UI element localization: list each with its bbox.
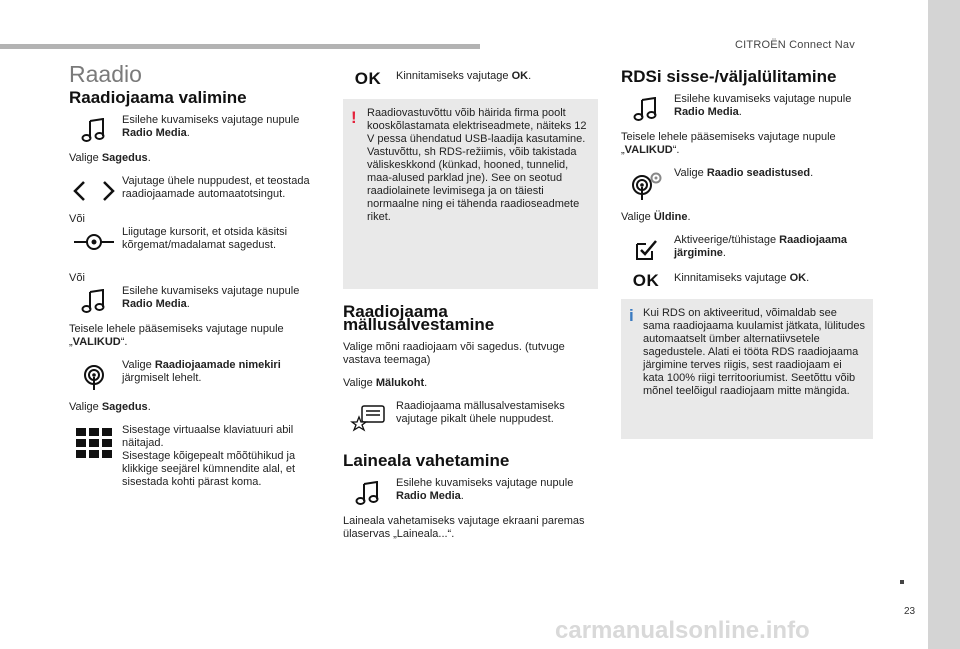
instruction: Teisele lehele pääsemiseks vajutage nupule „VALIKUD“.: [621, 131, 836, 156]
instruction: Valige Sagedus.: [69, 401, 151, 413]
music-note-icon: [621, 93, 671, 121]
radio-list-icon: [69, 359, 119, 391]
info-icon: i: [629, 306, 634, 325]
column-1: [69, 60, 324, 499]
heading-station-select: Raadiojaama valimine: [69, 88, 247, 107]
instruction: Valige Sagedus.: [69, 152, 151, 164]
watermark: carmanualsonline.info: [555, 617, 810, 644]
step-radio-media: Esilehe kuvamiseks vajutage nupule Radio Media.: [69, 114, 324, 142]
ok-icon: OK: [354, 69, 382, 88]
step-radio-media-4: Esilehe kuvamiseks vajutage nupule Radio Media.: [621, 93, 873, 121]
side-margin: [928, 0, 960, 649]
step-preset-press: Raadiojaama mällusalvestamiseks vajutage pikalt ühele nuppudest.: [343, 400, 598, 432]
or-label: Või: [69, 272, 85, 284]
music-note-icon: [69, 285, 119, 313]
chevron-left-right-icon: [69, 175, 119, 203]
preset-star-icon: [343, 400, 393, 432]
music-note-icon: [69, 114, 119, 142]
footer-dot: [900, 580, 904, 584]
heading-rds-toggle: RDSi sisse-/väljalülitamine: [621, 67, 837, 86]
brand-label: CITROËN Connect Nav: [735, 39, 855, 51]
instruction: Valige Mälukoht.: [343, 377, 428, 389]
heading-preset-store: Raadiojaama mällusalvestamine: [343, 302, 495, 334]
step-station-list: Valige Raadiojaamade nimekiri järgmiselt lehelt.: [69, 359, 324, 391]
keypad-icon: [69, 424, 119, 458]
step-confirm-ok: OK Kinnitamiseks vajutage OK.: [343, 70, 598, 85]
column-3: [621, 60, 873, 439]
page-number: 23: [904, 606, 916, 617]
radio-settings-icon: [621, 167, 671, 201]
instruction: Valige Üldine.: [621, 211, 691, 223]
instruction: Laineala vahetamiseks vajutage ekraani paremas ülaservas „Laineala...“.: [343, 515, 585, 540]
warning-box: ! Raadiovastuvõttu võib häirida firma poolt kooskõlastamata elektriseadmete, näiteks 12 V pessa ühendatud USB-laadija kasutamine. Vastuvõttu, sh RDS-režiimis, võib takistada väliskeskkond (künkad, hooned, tunnelid, maa-alused parklad jne). See on seotud raadiolainete levimisega ja on täiesti normaalne ning ei tähenda raadioseadmete riket.: [343, 99, 598, 289]
warning-icon: !: [351, 108, 357, 127]
step-station-follow: Aktiveerige/tühistage Raadiojaama järgimine.: [621, 234, 873, 262]
or-label: Või: [69, 213, 85, 225]
section-title: Raadio: [69, 61, 142, 87]
music-note-icon: [343, 477, 393, 505]
info-box: i Kui RDS on aktiveeritud, võimaldab see sama raadiojaama kuulamist jätkata, lülitudes automaatselt ümber alternatiivsetele sagedustele. Alati ei tööta RDS raadiojaama järgimine terves riigis, sest raadiojaam ei kata 100% riigi territooriumist. Seetõttu võib mõnel teelõigul raadiojaam mitte mängida.: [621, 299, 873, 439]
tuner-cursor-icon: [69, 226, 119, 254]
ok-icon: OK: [632, 271, 660, 290]
step-radio-settings: Valige Raadio seadistused.: [621, 167, 873, 201]
step-keypad: Sisestage virtuaalse klaviatuuri abil näitajad. Sisestage kõigepealt mõõtühikud ja klikkige seejärel kümnendite alal, et sisestada kohti pärast koma.: [69, 424, 324, 489]
step-radio-media-2: Esilehe kuvamiseks vajutage nupule Radio Media.: [69, 285, 324, 313]
heading-band-change: Laineala vahetamine: [343, 451, 510, 470]
checkbox-icon: [621, 234, 671, 262]
step-manual-search: Liigutage kursorit, et otsida käsitsi kõrgemat/madalamat sagedust.: [69, 226, 324, 254]
instruction: Valige mõni raadiojaam või sagedus. (tutvuge vastava teemaga): [343, 341, 565, 366]
instruction: Teisele lehele pääsemiseks vajutage nupule „VALIKUD“.: [69, 323, 284, 348]
step-radio-media-3: Esilehe kuvamiseks vajutage nupule Radio Media.: [343, 477, 598, 505]
step-auto-search: Vajutage ühele nuppudest, et teostada raadiojaamade automaatotsingut.: [69, 175, 324, 203]
header-bar: [0, 44, 480, 49]
step-confirm-ok-2: OK Kinnitamiseks vajutage OK.: [621, 272, 873, 287]
column-2: [343, 70, 598, 551]
